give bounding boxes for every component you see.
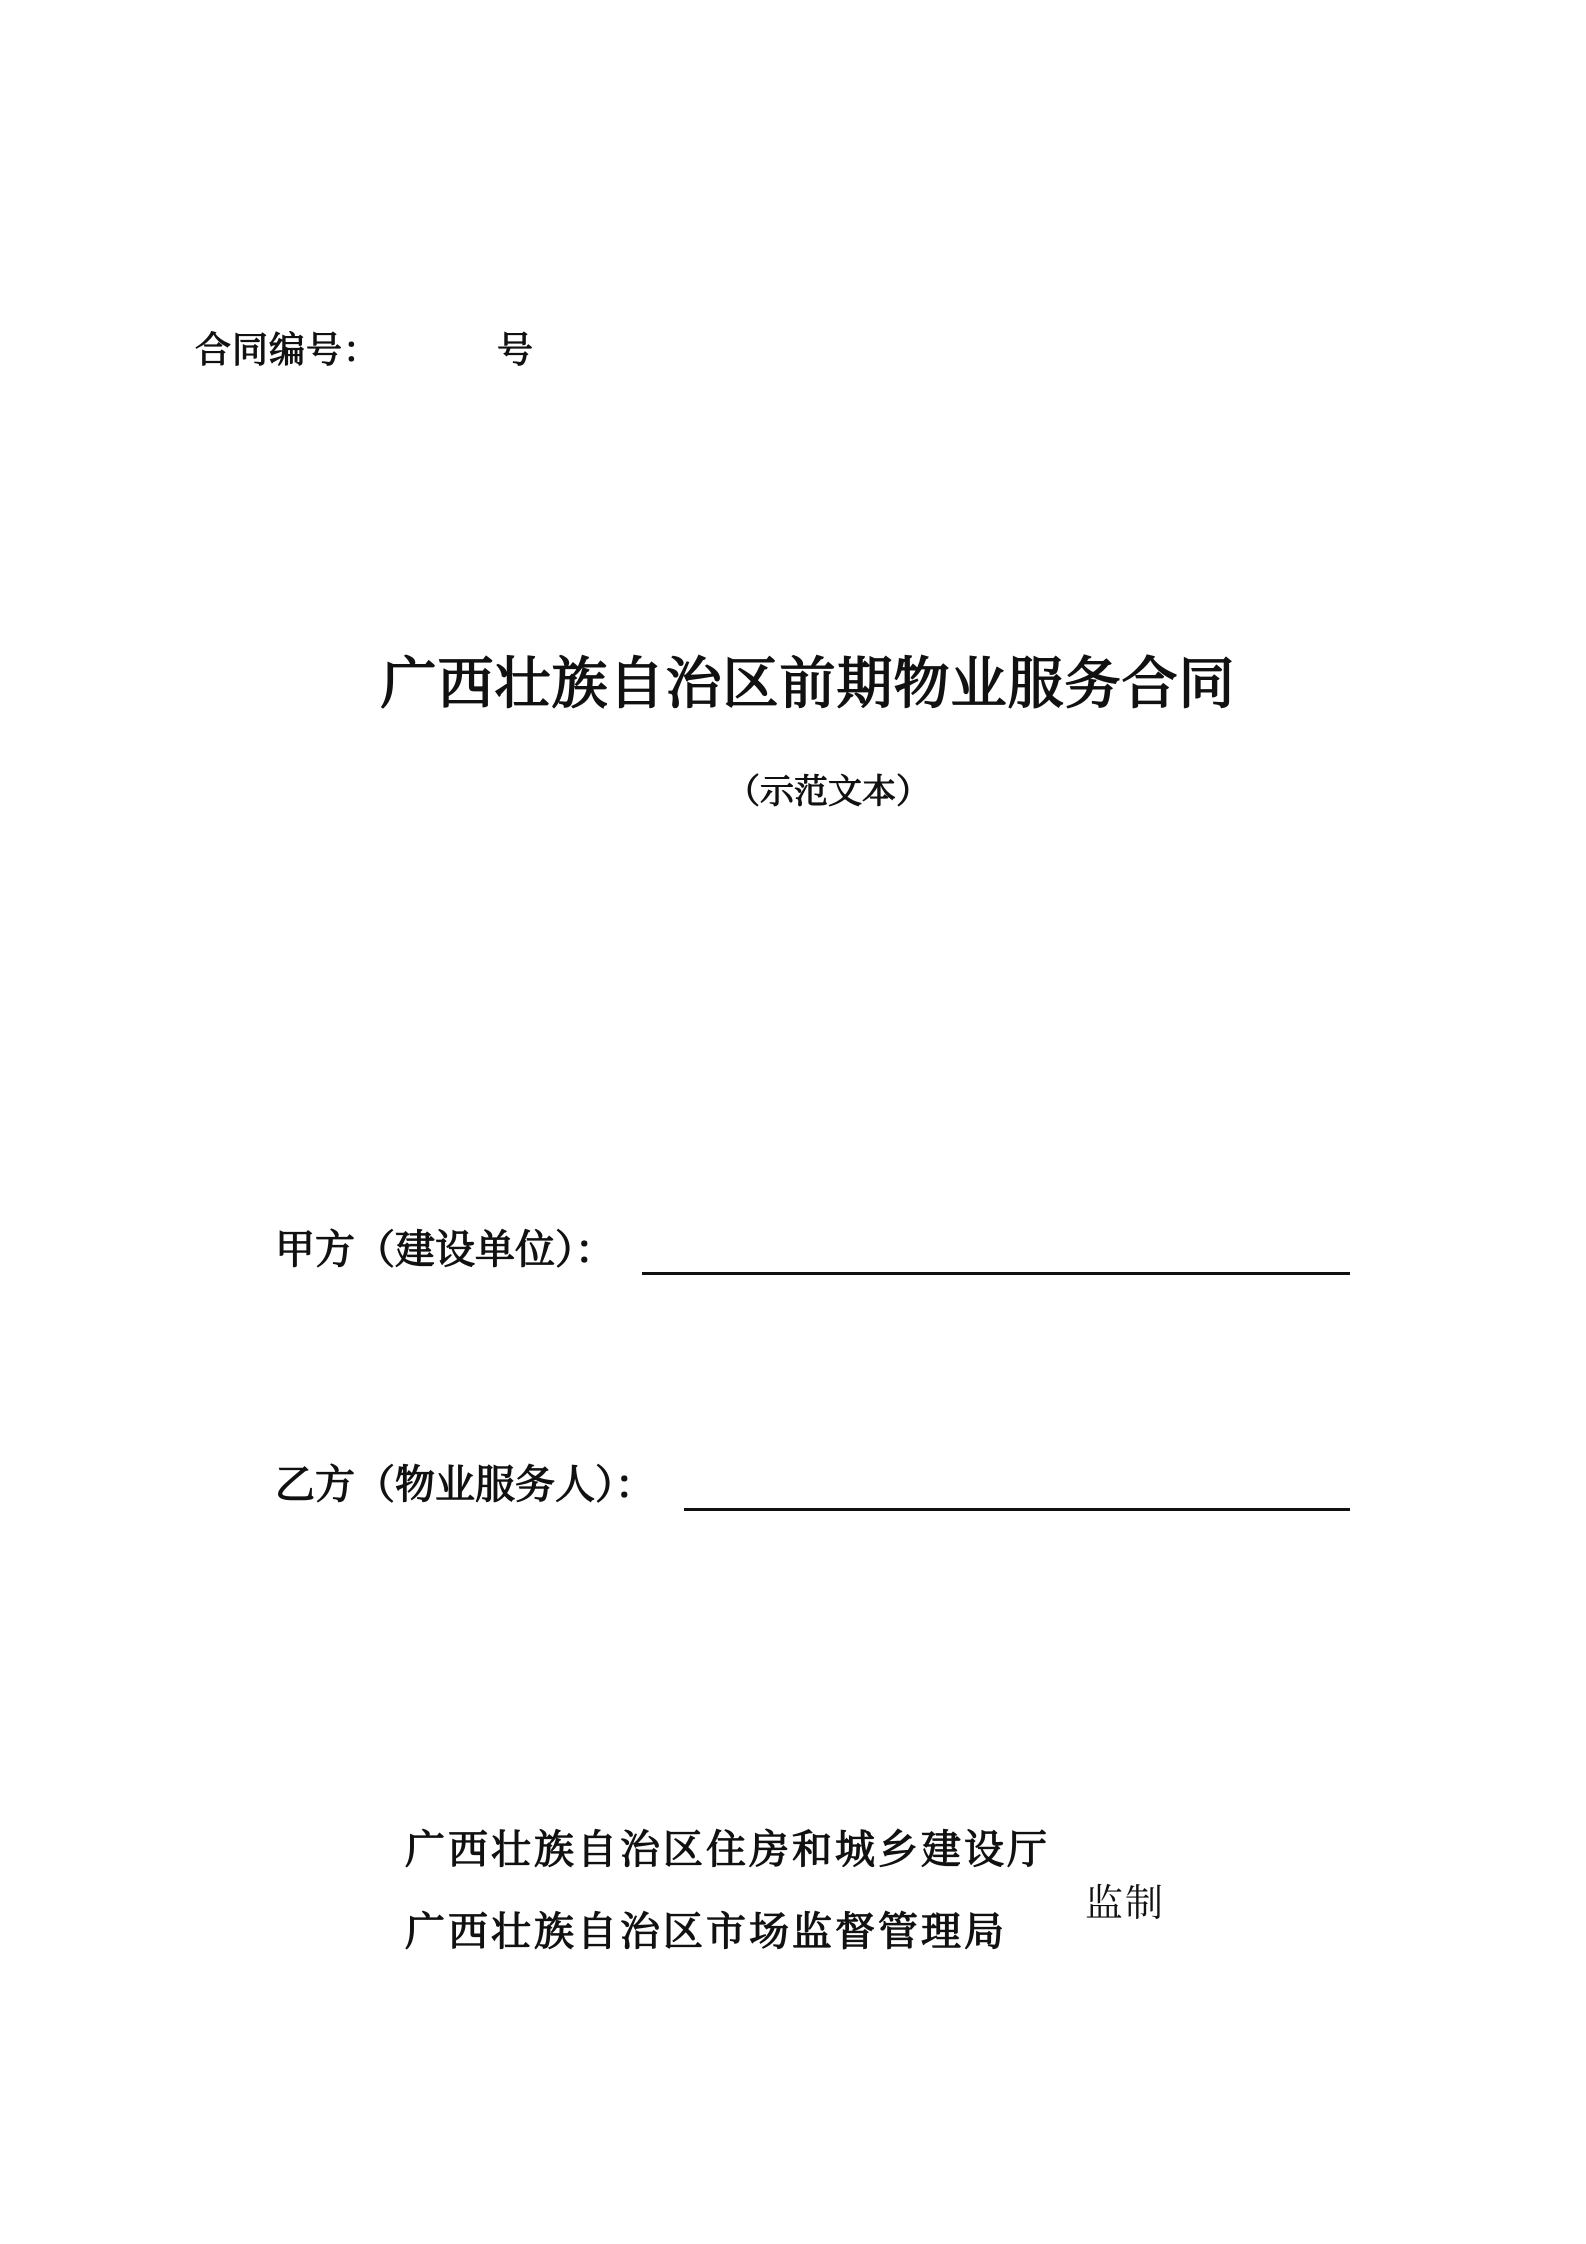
issuer-market-regulation-bureau: 广西壮族自治区市场监督管理局	[405, 1909, 1007, 1955]
document-title-wrap	[0, 640, 1586, 720]
issuer-housing-department: 广西壮族自治区住房和城乡建设厅	[405, 1827, 1050, 1873]
supervise-label: 监制	[1085, 1881, 1166, 1925]
document-title: 广西壮族自治区前期物业服务合同	[380, 652, 1236, 717]
contract-number-label: 合同编号：	[195, 330, 381, 371]
party-b-label: 乙方（物业服务人）：	[275, 1462, 655, 1508]
contract-number-suffix: 号	[497, 330, 535, 371]
party-b-fill-line	[684, 1508, 1350, 1511]
document-subtitle-wrap	[0, 764, 1586, 813]
party-a-label: 甲方（建设单位）：	[275, 1227, 615, 1273]
document-subtitle: （示范文本）	[726, 772, 930, 812]
contract-number-line	[195, 322, 535, 373]
party-a-fill-line	[642, 1272, 1350, 1275]
